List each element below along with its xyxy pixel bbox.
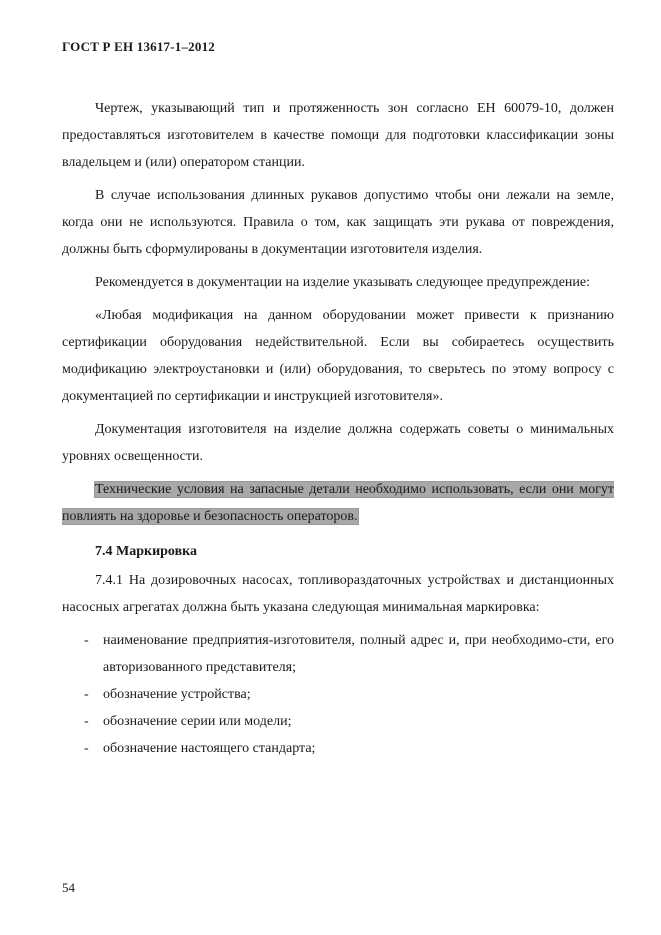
paragraph-lighting: Документация изготовителя на изделие должна содержать советы о минимальных уровнях освещенности.: [62, 422, 614, 464]
list-item: [62, 627, 614, 681]
list-item: [62, 708, 614, 735]
list-item-text: обозначение настоящего стандарта;: [103, 741, 316, 756]
list-item: [62, 735, 614, 762]
list-dash: -: [84, 741, 89, 756]
paragraph-long-hoses: В случае использования длинных рукавов допустимо чтобы они лежали на земле, когда они не используются. Правила о том, как защищать эти рукава от повреждения, должны быть сформулированы в документации изготовителя изделия.: [62, 188, 614, 257]
marking-list: [62, 627, 614, 762]
page-content: [62, 95, 614, 762]
paragraph-spare-parts: [62, 476, 614, 530]
standard-header: ГОСТ Р ЕН 13617-1–2012: [62, 39, 215, 54]
list-item-text: обозначение серии или модели;: [103, 714, 292, 729]
list-dash: -: [84, 633, 89, 648]
page-number: 54: [62, 880, 75, 895]
paragraph-marking-intro: 7.4.1 На дозировочных насосах, топливораздаточных устройствах и дистанционных насосных агрегатах должна быть указана следующая минимальная маркировка:: [62, 573, 614, 615]
list-item-text: обозначение устройства;: [103, 687, 251, 702]
paragraph-zone-drawing: Чертеж, указывающий тип и протяженность зон согласно ЕН 60079-10, должен предоставляться изготовителем в качестве помощи для подготовки классификации зоны владельцем и (или) оператором станции.: [62, 101, 614, 170]
list-dash: -: [84, 687, 89, 702]
paragraph-warning-quote: «Любая модификация на данном оборудовании может привести к признанию сертификации оборудования недействительной. Если вы собираетесь осуществить модификацию электроустановки и (или) оборудования, то сверьтесь по этому вопросу с документацией по сертификации и инструкцией изготовителя».: [62, 308, 614, 404]
list-item-text: наименование предприятия-изготовителя, полный адрес и, при необходимо-сти, его авторизованного представителя;: [103, 633, 614, 675]
paragraph-recommendation: Рекомендуется в документации на изделие указывать следующее предупреждение:: [95, 275, 590, 290]
list-dash: -: [84, 714, 89, 729]
section-title-marking: 7.4 Маркировка: [95, 544, 197, 559]
highlighted-text: Технические условия на запасные детали необходимо использовать, если они могут повлиять на здоровье и безопасность операторов.: [62, 482, 614, 524]
list-item: [62, 681, 614, 708]
